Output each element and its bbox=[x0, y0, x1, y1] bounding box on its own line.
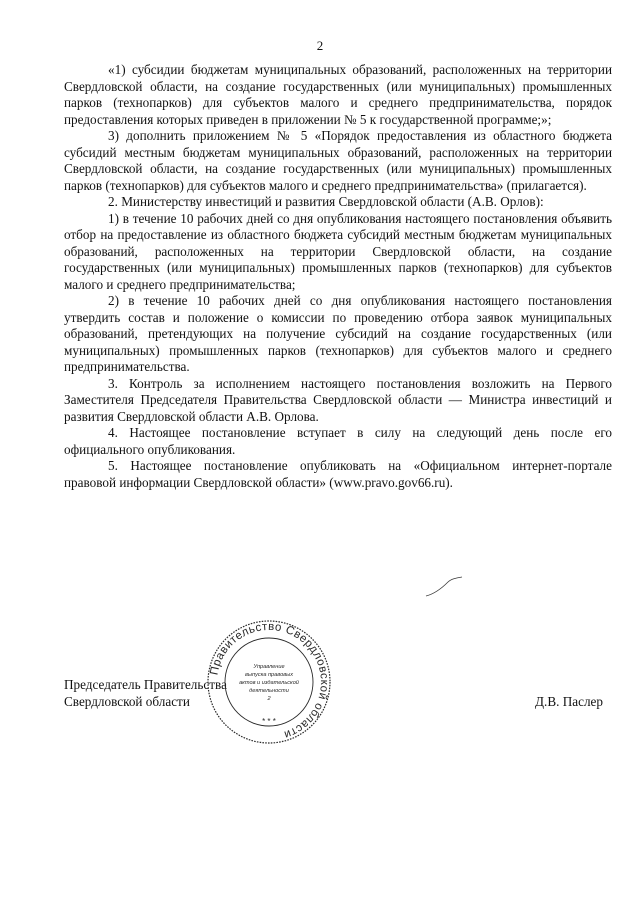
signatory-name: Д.В. Паслер bbox=[535, 694, 603, 709]
document-body bbox=[64, 62, 612, 491]
official-seal bbox=[205, 618, 333, 746]
page-number: 2 bbox=[316, 38, 324, 53]
paragraph-announce-selection: 1) в течение 10 рабочих дней со дня опубликования настоящего постановления объявить отбор на предоставление из областного бюджета субсидий местным бюджетам муниципальных образований, расположенных на территории Свердловской области, на создание государственных (или муниципальных) промышленных парков (технопарков) для субъектов малого и среднего предпринимательства; bbox=[64, 210, 612, 292]
paragraph-ministry-instructions: 2. Министерству инвестиций и развития Свердловской области (А.В. Орлов): bbox=[108, 194, 544, 209]
signatory-position-line2: Свердловской области bbox=[64, 694, 190, 709]
paragraph-entry-into-force: 4. Настоящее постановление вступает в силу на следующий день после его официального опубликования. bbox=[64, 425, 612, 457]
paragraph-appendix-addition: 3) дополнить приложением № 5 «Порядок предоставления из областного бюджета субсидий местным бюджетам муниципальных образований, расположенных на территории Свердловской области, на создание государственных (или муниципальных) промышленных парков (технопарков) для субъектов малого и среднего предпринимательства» (прилагается). bbox=[64, 128, 612, 193]
paragraph-approve-commission: 2) в течение 10 рабочих дней со дня опубликования настоящего постановления утвердить состав и положение о комиссии по проведению отбора заявок муниципальных образований, претендующих на получение субсидий на создание государственных (или муниципальных) промышленных парков (технопарков) для субъектов малого и среднего предпринимательства. bbox=[64, 293, 612, 374]
seal-outer-text: Правительство Свердловской области bbox=[208, 620, 331, 741]
seal-inner-line3: актов и издательской bbox=[239, 680, 299, 686]
pen-mark bbox=[424, 576, 464, 600]
seal-stars: * * * bbox=[262, 717, 276, 726]
seal-inner-line1: Управление bbox=[253, 664, 285, 670]
signatory-position-line1: Председатель Правительства bbox=[64, 677, 227, 692]
paragraph-control: 3. Контроль за исполнением настоящего постановления возложить на Первого Заместителя Председателя Правительства Свердловской области — Министра инвестиций и развития Свердловской области А.В. Орлова. bbox=[64, 375, 612, 424]
seal-inner-line2: выпуска правовых bbox=[244, 672, 294, 678]
signatory-position bbox=[64, 676, 227, 710]
seal-inner-line5: 2 bbox=[267, 696, 271, 702]
paragraph-subsidy-item: «1) субсидии бюджетам муниципальных образований, расположенных на территории Свердловской области, на создание государственных (или муниципальных) промышленных парков (технопарков) для субъектов малого и среднего предпринимательства, порядок предоставления которых приведен в приложении № 5 к государственной программе;»; bbox=[64, 62, 612, 127]
paragraph-publication: 5. Настоящее постановление опубликовать на «Официальном интернет-портале правовой информации Свердловской области» (www.pravo.gov66.ru). bbox=[64, 458, 612, 490]
seal-inner-line4: деятельности bbox=[249, 688, 289, 694]
